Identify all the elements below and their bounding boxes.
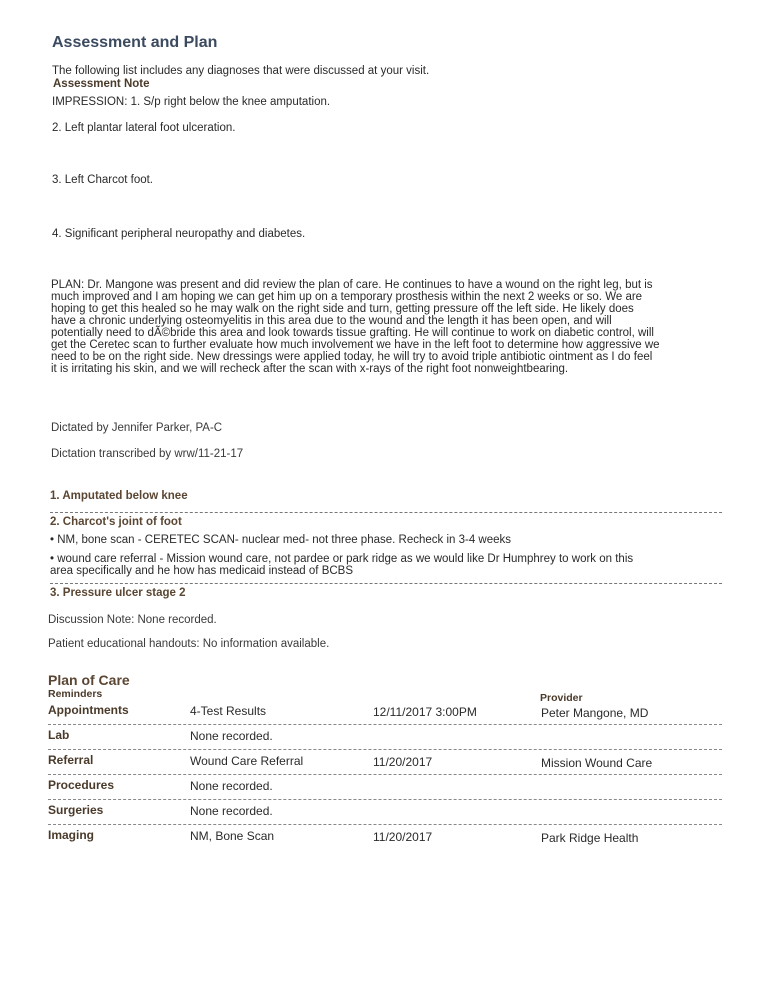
diagnosis-bullet-continued: area specifically and he how has medicaid instead of BCBS <box>50 565 354 577</box>
poc-row-item: Wound Care Referral <box>190 754 304 768</box>
poc-row-surgeries <box>48 802 722 825</box>
poc-row-referral <box>48 752 722 775</box>
plan-of-care-title: Plan of Care <box>48 672 130 688</box>
diagnosis-title: 1. Amputated below knee <box>50 490 188 502</box>
poc-row-item: None recorded. <box>190 804 273 818</box>
plan-line: have a chronic underlying osteomyelitis in this area due to the wound and the length it has been open, and will <box>51 315 612 327</box>
provider-header: Provider <box>540 692 583 704</box>
poc-row-item: None recorded. <box>190 729 273 743</box>
poc-row-label: Referral <box>48 753 94 767</box>
diagnosis-row-2 <box>50 515 722 584</box>
impression-1: IMPRESSION: 1. S/p right below the knee amputation. <box>52 96 331 108</box>
educational-handouts: Patient educational handouts: No information available. <box>48 638 330 650</box>
poc-row-provider: Mission Wound Care <box>541 756 653 770</box>
poc-row-label: Surgeries <box>48 803 104 817</box>
poc-row-appointments <box>48 702 722 725</box>
plan-line: PLAN: Dr. Mangone was present and did review the plan of care. He continues to have a wound on the right leg, but is <box>51 279 653 291</box>
plan-line: much improved and I am hoping we can get him up on a temporary prosthesis within the next 2 weeks or so. We are <box>51 291 643 303</box>
poc-row-imaging <box>48 827 722 849</box>
assessment-note-label: Assessment Note <box>53 78 150 90</box>
plan-line: it is irritating his skin, and we will recheck after the scan with x-rays of the right foot nonweightbearing. <box>51 363 569 375</box>
diagnosis-row-1 <box>50 490 722 513</box>
plan-line: potentially need to dÃ©bride this area and look towards tissue grafting. He will continue to work on diabetic control, will <box>51 327 654 339</box>
plan-line: hoping to get this healed so he may walk on the right side and turn, getting pressure off the left side. He likely does <box>51 303 634 315</box>
poc-row-date: 12/11/2017 3:00PM <box>373 705 477 719</box>
transcribed-by: Dictation transcribed by wrw/11-21-17 <box>51 448 244 460</box>
poc-row-label: Appointments <box>48 703 129 717</box>
reminders-label: Reminders <box>48 688 103 700</box>
diagnosis-bullet: • NM, bone scan - CERETEC SCAN- nuclear med- not three phase. Recheck in 3-4 weeks <box>50 534 512 546</box>
section-title: Assessment and Plan <box>52 34 218 51</box>
diagnosis-title: 3. Pressure ulcer stage 2 <box>50 587 186 599</box>
poc-row-label: Lab <box>48 728 70 742</box>
diagnosis-title: 2. Charcot's joint of foot <box>50 516 182 528</box>
poc-row-item: 4-Test Results <box>190 704 267 718</box>
poc-row-provider: Park Ridge Health <box>541 831 639 845</box>
poc-row-lab <box>48 727 722 750</box>
plan-paragraph <box>51 279 726 375</box>
diagnosis-bullet: • wound care referral - Mission wound care, not pardee or park ridge as we would like Dr Humphrey to work on this <box>50 553 634 565</box>
poc-row-item: None recorded. <box>190 779 273 793</box>
poc-row-label: Procedures <box>48 778 115 792</box>
intro-text: The following list includes any diagnoses that were discussed at your visit. <box>52 65 430 77</box>
poc-row-item: NM, Bone Scan <box>190 829 275 843</box>
impression-4: 4. Significant peripheral neuropathy and diabetes. <box>52 228 306 240</box>
poc-row-label: Imaging <box>48 828 95 842</box>
plan-line: need to be on the right side. New dressings were applied today, he will try to avoid triple antibiotic ointment as I do feel <box>51 351 653 363</box>
discussion-note: Discussion Note: None recorded. <box>48 614 217 626</box>
plan-line: get the Ceretec scan to further evaluate how much involvement we have in the left foot to determine how aggressive we <box>51 339 660 351</box>
poc-row-provider: Peter Mangone, MD <box>541 706 649 720</box>
impression-2: 2. Left plantar lateral foot ulceration. <box>52 122 236 134</box>
poc-row-procedures <box>48 777 722 800</box>
dictated-by: Dictated by Jennifer Parker, PA-C <box>51 422 223 434</box>
impression-3: 3. Left Charcot foot. <box>52 174 154 186</box>
poc-row-date: 11/20/2017 <box>373 755 433 769</box>
poc-row-date: 11/20/2017 <box>373 830 433 844</box>
